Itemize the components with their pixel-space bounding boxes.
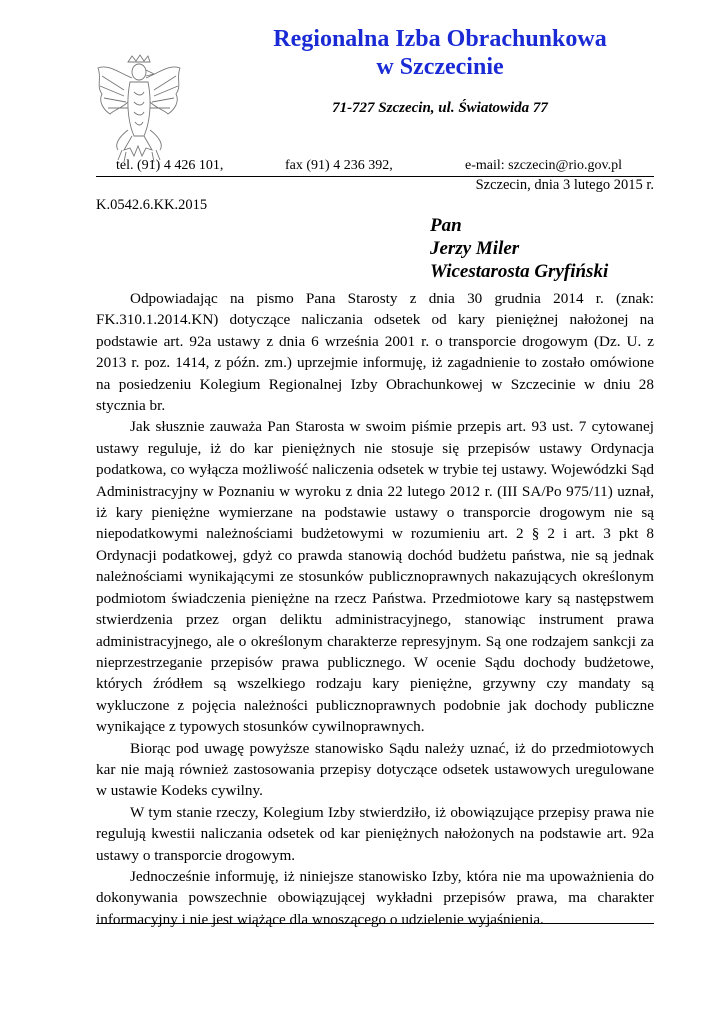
addressee-block	[430, 214, 608, 283]
contact-email: e-mail: szczecin@rio.gov.pl	[465, 158, 622, 173]
letter-body	[96, 288, 654, 930]
body-paragraph: Jednocześnie informuję, iż niniejsze stanowisko Izby, która nie ma upoważnienia do dokonywania powszechnie obowiązującej wykładni przepisów prawa, ma charakter informacyjny i nie jest wiążące dla wnoszącego o udzielenie wyjaśnienia.	[96, 867, 654, 928]
body-paragraph: W tym stanie rzeczy, Kolegium Izby stwierdziło, iż obowiązujące przepisy prawa nie regulują kwestii naliczania odsetek od kar pieniężnych nałożonych na podstawie art. 92a ustawy o transporcie drogowym.	[96, 803, 654, 864]
organization-address: 71-727 Szczecin, ul. Światowida 77	[332, 100, 548, 116]
body-paragraph: Jak słusznie zauważa Pan Starosta w swoim piśmie przepis art. 93 ust. 7 cytowanej ustawy reguluje, iż do kar pieniężnych nie stosuje się przepisów ustawy Ordynacja podatkowa, co wyłącza możliwość naliczenia odsetek w trybie tej ustawy. Wojewódzki Sąd Administracyjny w Poznaniu w wyroku z dnia 22 lutego 2012 r. (III SA/Po 975/11) uznał, iż kary pieniężne wymierzane na podstawie ustawy o transporcie drogowym nie są niepodatkowymi należnościami budżetowymi w rozumieniu art. 2 § 2 i art. 3 pkt 8 Ordynacji podatkowej, gdyż co prawda stanowią dochód budżetu państwa, nie są jednak należnościami wynikającymi ze stosunków publicznoprawnych nakazujących określonym podmiotom świadczenia pieniężne na rzecz Państwa. Przedmiotowe kary są następstwem stwierdzenia przez organ deliktu administracyjnego, stanowiąc instrument prawa administracyjnego, ale o określonym charakterze represyjnym. Są one rodzajem sankcji za nieprzestrzeganie przepisów prawa publicznego. W ocenie Sądu dochody budżetowe, których źródłem są wszelkiego rodzaju kary pieniężne, grzywny czy mandaty są wykluczone z pojęcia należności publicznoprawnych podobnie jak dochody publiczne wynikające z typowych stosunków cywilnoprawnych.	[96, 418, 654, 736]
organization-name-line2: w Szczecinie	[376, 54, 504, 80]
body-paragraph: Biorąc pod uwagę powyższe stanowisko Sądu należy uznać, iż do przedmiotowych kar nie mają również zastosowania przepisy dotyczące odsetek ustawowych uregulowane w ustawie Kodeks cywilny.	[96, 739, 654, 800]
eagle-emblem-icon	[88, 52, 188, 168]
contact-phone: tel. (91) 4 426 101,	[116, 158, 224, 173]
reference-number: K.0542.6.KK.2015	[96, 197, 208, 213]
contact-fax: fax (91) 4 236 392,	[285, 158, 393, 173]
organization-name-line1: Regionalna Izba Obrachunkowa	[273, 26, 607, 52]
addressee-salutation: Pan	[430, 215, 462, 236]
body-paragraph: Odpowiadając na pismo Pana Starosty z dnia 30 grudnia 2014 r. (znak: FK.310.1.2014.KN) dotyczące naliczania odsetek od kary pieniężnej nałożonej na podstawie art. 92a ustawy z dnia 6 września 2001 r. o transporcie drogowym (Dz. U. z 2013 r. poz. 1414, z późn. zm.) uprzejmie informuję, iż zagadnienie to zostało omówione na posiedzeniu Kolegium Regionalnej Izby Obrachunkowej w Szczecinie w dniu 28 stycznia br.	[96, 290, 654, 415]
organization-name	[250, 25, 630, 81]
addressee-title: Wicestarosta Gryfiński	[430, 261, 609, 282]
footer-divider	[96, 923, 654, 924]
letter-date: Szczecin, dnia 3 lutego 2015 r.	[475, 177, 654, 193]
addressee-name: Jerzy Miler	[430, 238, 520, 259]
